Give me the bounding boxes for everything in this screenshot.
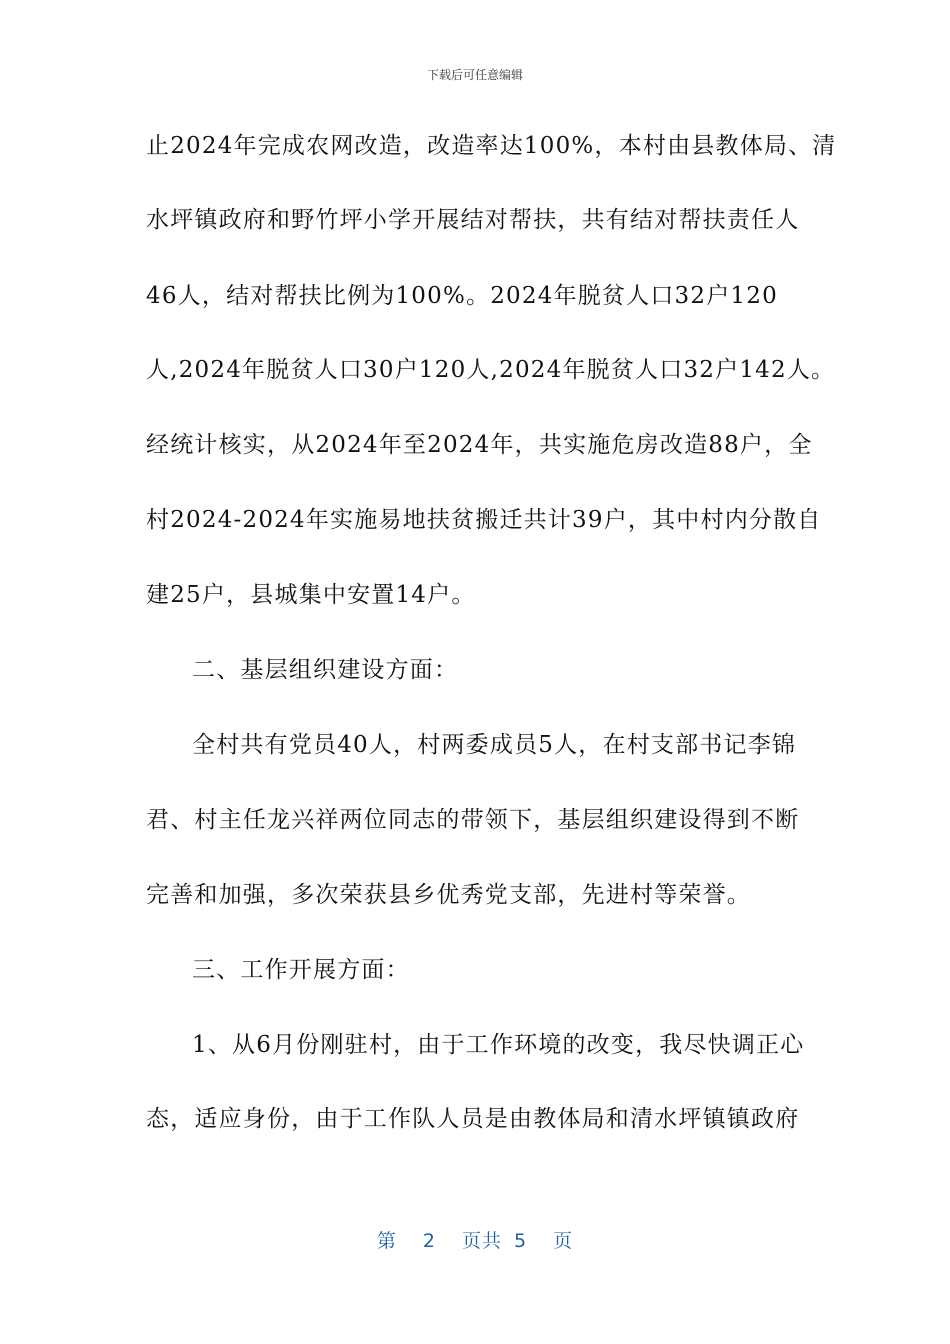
- body-line-7: 建25户，县城集中安置14户。: [146, 582, 476, 608]
- body-line-5: 经统计核实，从2024年至2024年，共实施危房改造88户，全: [146, 432, 813, 458]
- page-header: 下载后可任意编辑: [426, 68, 523, 82]
- body-line-3: 46人，结对帮扶比例为100%。2024年脱贫人口32户120: [146, 283, 778, 309]
- body-line-10: 君、村主任龙兴祥两位同志的带领下，基层组织建设得到不断: [146, 807, 800, 833]
- footer-page-number: 2: [422, 1230, 436, 1252]
- body-line-11: 完善和加强，多次荣获县乡优秀党支部，先进村等荣誉。: [146, 882, 751, 908]
- footer-page-suffix: 页: [553, 1230, 574, 1252]
- footer-total-pages: 5: [514, 1230, 528, 1252]
- body-line-6: 村2024-2024年实施易地扶贫搬迁共计39户，其中村内分散自: [146, 507, 822, 533]
- section-heading-3: 三、工作开展方面：: [192, 957, 410, 983]
- body-line-4: 人,2024年脱贫人口30户120人,2024年脱贫人口32户142人。: [146, 357, 836, 383]
- body-line-14: 态，适应身份，由于工作队人员是由教体局和清水坪镇镇政府: [146, 1106, 800, 1132]
- footer-page-prefix: 第: [376, 1230, 397, 1252]
- body-line-2: 水坪镇政府和野竹坪小学开展结对帮扶，共有结对帮扶责任人: [146, 207, 800, 233]
- footer-page-middle: 页共: [461, 1230, 502, 1252]
- body-line-13: 1、从6月份刚驻村，由于工作环境的改变，我尽快调正心: [192, 1032, 805, 1058]
- page-footer: [0, 1226, 950, 1253]
- section-heading-2: 二、基层组织建设方面：: [192, 657, 459, 683]
- body-line-9: 全村共有党员40人，村两委成员5人，在村支部书记李锦: [192, 732, 797, 758]
- body-line-1: 止2024年完成农网改造，改造率达100%，本村由县教体局、清: [146, 133, 837, 159]
